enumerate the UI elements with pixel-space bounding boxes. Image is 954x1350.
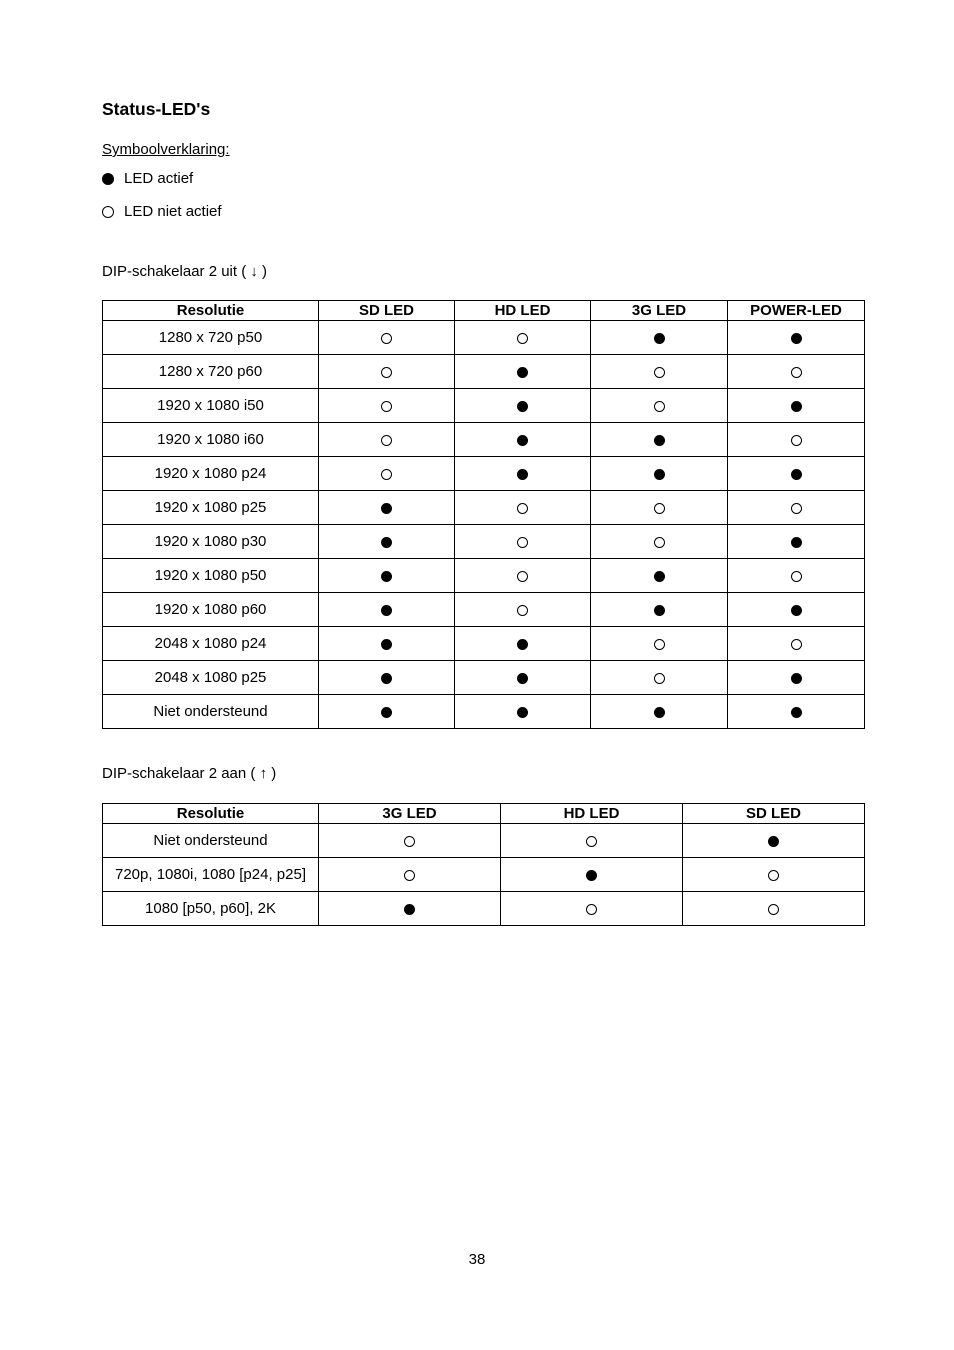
- led-status-cell: [319, 423, 455, 457]
- table2-caption: DIP-schakelaar 2 aan ( ↑ ): [102, 765, 277, 782]
- filled-circle-icon: [517, 435, 528, 446]
- filled-circle-icon: [791, 673, 802, 684]
- led-status-cell: [728, 559, 865, 593]
- resolution-cell: 1280 x 720 p60: [103, 355, 319, 389]
- filled-circle-icon: [791, 469, 802, 480]
- empty-circle-icon: [381, 333, 392, 344]
- column-header: SD LED: [683, 804, 865, 824]
- table-row: [103, 491, 865, 525]
- table1-caption: DIP-schakelaar 2 uit ( ↓ ): [102, 263, 268, 280]
- filled-circle-icon: [791, 707, 802, 718]
- filled-circle-icon: [517, 673, 528, 684]
- led-status-cell: [728, 525, 865, 559]
- column-header: HD LED: [455, 301, 591, 321]
- filled-circle-icon: [102, 173, 114, 185]
- empty-circle-icon: [381, 435, 392, 446]
- filled-circle-icon: [586, 870, 597, 881]
- led-status-cell: [683, 824, 865, 858]
- empty-circle-icon: [791, 503, 802, 514]
- column-header: Resolutie: [103, 301, 319, 321]
- led-status-cell: [319, 627, 455, 661]
- empty-circle-icon: [768, 870, 779, 881]
- led-status-cell: [591, 321, 728, 355]
- resolution-cell: 1920 x 1080 p24: [103, 457, 319, 491]
- resolution-cell: 1920 x 1080 p60: [103, 593, 319, 627]
- filled-circle-icon: [381, 639, 392, 650]
- legend-item-inactive: [102, 203, 222, 220]
- legend-label: LED niet actief: [124, 203, 222, 220]
- table-row: [103, 423, 865, 457]
- led-status-cell: [455, 559, 591, 593]
- empty-circle-icon: [586, 836, 597, 847]
- led-status-cell: [455, 355, 591, 389]
- led-status-cell: [728, 457, 865, 491]
- led-status-cell: [319, 559, 455, 593]
- led-status-cell: [455, 695, 591, 729]
- led-status-cell: [455, 389, 591, 423]
- led-status-cell: [591, 491, 728, 525]
- led-status-cell: [455, 661, 591, 695]
- table-row: [103, 559, 865, 593]
- legend-label: LED actief: [124, 170, 194, 187]
- filled-circle-icon: [517, 367, 528, 378]
- led-status-cell: [591, 389, 728, 423]
- led-status-cell: [683, 858, 865, 892]
- led-status-cell: [319, 491, 455, 525]
- empty-circle-icon: [654, 537, 665, 548]
- resolution-cell: 1920 x 1080 p30: [103, 525, 319, 559]
- column-header: 3G LED: [319, 804, 501, 824]
- table-header-row: [103, 804, 865, 824]
- table-row: [103, 627, 865, 661]
- filled-circle-icon: [381, 707, 392, 718]
- led-status-cell: [455, 423, 591, 457]
- led-status-cell: [319, 892, 501, 926]
- resolution-cell: 1280 x 720 p50: [103, 321, 319, 355]
- empty-circle-icon: [404, 836, 415, 847]
- empty-circle-icon: [654, 401, 665, 412]
- led-status-cell: [319, 858, 501, 892]
- resolution-cell: 720p, 1080i, 1080 [p24, p25]: [103, 858, 319, 892]
- table-row: [103, 661, 865, 695]
- led-status-cell: [501, 892, 683, 926]
- led-status-cell: [319, 321, 455, 355]
- column-header: 3G LED: [591, 301, 728, 321]
- filled-circle-icon: [654, 605, 665, 616]
- led-status-cell: [728, 321, 865, 355]
- empty-circle-icon: [768, 904, 779, 915]
- empty-circle-icon: [517, 605, 528, 616]
- legend-item-active: [102, 170, 193, 187]
- resolution-cell: 2048 x 1080 p24: [103, 627, 319, 661]
- filled-circle-icon: [381, 605, 392, 616]
- table-row: [103, 525, 865, 559]
- table-header-row: [103, 301, 865, 321]
- filled-circle-icon: [517, 469, 528, 480]
- led-status-cell: [319, 457, 455, 491]
- table-row: [103, 593, 865, 627]
- table-row: [103, 695, 865, 729]
- led-status-cell: [728, 695, 865, 729]
- empty-circle-icon: [102, 206, 114, 218]
- led-status-cell: [501, 858, 683, 892]
- empty-circle-icon: [517, 333, 528, 344]
- filled-circle-icon: [654, 469, 665, 480]
- led-status-cell: [728, 593, 865, 627]
- table-row: [103, 457, 865, 491]
- table-row: [103, 321, 865, 355]
- empty-circle-icon: [517, 537, 528, 548]
- led-status-cell: [591, 627, 728, 661]
- filled-circle-icon: [404, 904, 415, 915]
- resolution-cell: 1920 x 1080 i60: [103, 423, 319, 457]
- led-status-cell: [319, 824, 501, 858]
- led-status-cell: [591, 355, 728, 389]
- led-status-cell: [591, 661, 728, 695]
- led-status-cell: [455, 627, 591, 661]
- filled-circle-icon: [654, 333, 665, 344]
- empty-circle-icon: [381, 401, 392, 412]
- filled-circle-icon: [517, 401, 528, 412]
- column-header: HD LED: [501, 804, 683, 824]
- led-status-cell: [591, 457, 728, 491]
- led-status-cell: [455, 457, 591, 491]
- filled-circle-icon: [791, 401, 802, 412]
- resolution-cell: 1080 [p50, p60], 2K: [103, 892, 319, 926]
- resolution-cell: 1920 x 1080 p25: [103, 491, 319, 525]
- led-status-cell: [319, 389, 455, 423]
- filled-circle-icon: [381, 503, 392, 514]
- empty-circle-icon: [517, 503, 528, 514]
- filled-circle-icon: [517, 707, 528, 718]
- column-header: POWER-LED: [728, 301, 865, 321]
- table-row: [103, 355, 865, 389]
- resolution-cell: Niet ondersteund: [103, 695, 319, 729]
- resolution-cell: 1920 x 1080 i50: [103, 389, 319, 423]
- filled-circle-icon: [654, 707, 665, 718]
- led-status-cell: [501, 824, 683, 858]
- led-status-cell: [591, 423, 728, 457]
- led-status-cell: [728, 389, 865, 423]
- filled-circle-icon: [381, 537, 392, 548]
- empty-circle-icon: [654, 639, 665, 650]
- filled-circle-icon: [517, 639, 528, 650]
- filled-circle-icon: [791, 537, 802, 548]
- empty-circle-icon: [654, 673, 665, 684]
- led-status-cell: [319, 525, 455, 559]
- led-status-cell: [319, 593, 455, 627]
- empty-circle-icon: [381, 367, 392, 378]
- empty-circle-icon: [586, 904, 597, 915]
- empty-circle-icon: [654, 367, 665, 378]
- led-table-dip-off: [102, 300, 865, 729]
- empty-circle-icon: [654, 503, 665, 514]
- led-status-cell: [728, 627, 865, 661]
- led-status-cell: [728, 491, 865, 525]
- filled-circle-icon: [791, 333, 802, 344]
- filled-circle-icon: [381, 571, 392, 582]
- page-title: Status-LED's: [102, 99, 211, 119]
- resolution-cell: 1920 x 1080 p50: [103, 559, 319, 593]
- filled-circle-icon: [654, 435, 665, 446]
- empty-circle-icon: [404, 870, 415, 881]
- empty-circle-icon: [791, 639, 802, 650]
- led-status-cell: [683, 892, 865, 926]
- led-status-cell: [728, 423, 865, 457]
- led-status-cell: [728, 355, 865, 389]
- led-table-dip-on: [102, 803, 865, 926]
- legend-heading: Symboolverklaring:: [102, 141, 230, 158]
- filled-circle-icon: [791, 605, 802, 616]
- column-header: SD LED: [319, 301, 455, 321]
- column-header: Resolutie: [103, 804, 319, 824]
- empty-circle-icon: [381, 469, 392, 480]
- led-status-cell: [455, 491, 591, 525]
- table-row: [103, 824, 865, 858]
- led-status-cell: [319, 355, 455, 389]
- led-status-cell: [728, 661, 865, 695]
- led-status-cell: [591, 559, 728, 593]
- table-row: [103, 892, 865, 926]
- empty-circle-icon: [791, 435, 802, 446]
- page-number: 38: [468, 1251, 486, 1268]
- table-row: [103, 389, 865, 423]
- led-status-cell: [455, 525, 591, 559]
- led-status-cell: [319, 695, 455, 729]
- led-status-cell: [591, 525, 728, 559]
- empty-circle-icon: [791, 571, 802, 582]
- led-status-cell: [591, 593, 728, 627]
- led-status-cell: [591, 695, 728, 729]
- filled-circle-icon: [654, 571, 665, 582]
- led-status-cell: [455, 593, 591, 627]
- empty-circle-icon: [791, 367, 802, 378]
- led-status-cell: [319, 661, 455, 695]
- filled-circle-icon: [381, 673, 392, 684]
- resolution-cell: 2048 x 1080 p25: [103, 661, 319, 695]
- table-row: [103, 858, 865, 892]
- empty-circle-icon: [517, 571, 528, 582]
- resolution-cell: Niet ondersteund: [103, 824, 319, 858]
- led-status-cell: [455, 321, 591, 355]
- filled-circle-icon: [768, 836, 779, 847]
